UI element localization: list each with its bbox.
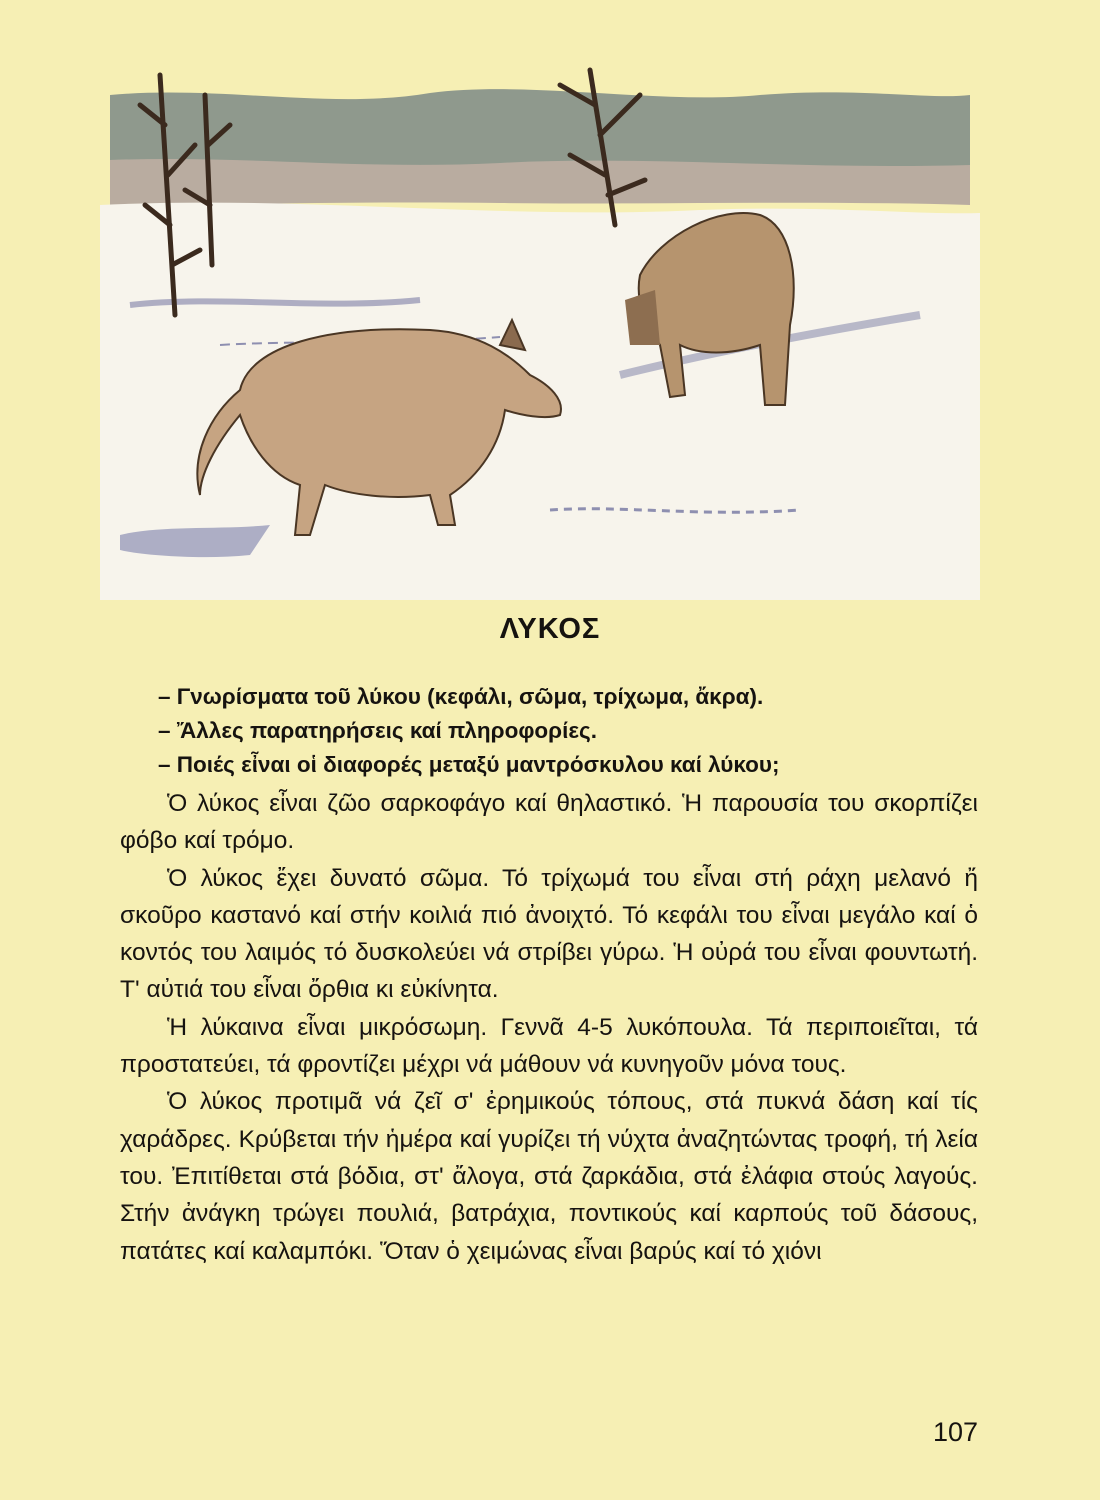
paragraph: Ὁ λύκος ἔχει δυνατό σῶμα. Τό τρίχωμά του εἶναι στή ράχη μελανό ἤ σκοῦρο καστανό καί στήν κοιλιά πιό ἀνοιχτό. Τό κεφάλι του εἶναι μεγάλο καί ὁ κοντός του λαιμός τό δυσκολεύει νά στρίβει γύρω. Ἡ οὐρά του εἶναι φουντωτή. Τ' αὐτιά του εἶναι ὄρθια κι εὐκίνητα. bbox=[120, 864, 978, 1004]
question-list bbox=[158, 680, 978, 782]
body-text bbox=[120, 785, 978, 1270]
page-number: 107 bbox=[932, 1417, 978, 1447]
page-title: ΛΥΚΟΣ bbox=[499, 613, 601, 645]
question-item: – Ἄλλες παρατηρήσεις καί πληροφορίες. bbox=[158, 718, 597, 743]
paragraph: Ὁ λύκος εἶναι ζῶο σαρκοφάγο καί θηλαστικό. Ἡ παρουσία του σκορπίζει φόβο καί τρόμο. bbox=[120, 790, 978, 855]
wolves-in-snow-picture bbox=[100, 55, 980, 600]
question-item: – Ποιές εἶναι οἱ διαφορές μεταξύ μαντρόσκυλου καί λύκου; bbox=[158, 752, 780, 777]
paragraph: Ἡ λύκαινα εἶναι μικρόσωμη. Γεννᾶ 4-5 λυκόπουλα. Τά περιποιεῖται, τά προστατεύει, τά φροντίζει μέχρι νά μάθουν νά κυνηγοῦν μόνα τους. bbox=[120, 1013, 978, 1079]
wolves-illustration bbox=[100, 55, 980, 600]
question-item: – Γνωρίσματα τοῦ λύκου (κεφάλι, σῶμα, τρίχωμα, ἄκρα). bbox=[158, 684, 764, 709]
paragraph: Ὁ λύκος προτιμᾶ νά ζεῖ σ' ἐρημικούς τόπους, στά πυκνά δάση καί τίς χαράδρες. Κρύβεται τήν ἡμέρα καί γυρίζει τή νύχτα ἀναζητώντας τροφή, τή λεία του. Ἐπιτίθεται στά βόδια, στ' ἄλογα, στά ζαρκάδια, στά ἐλάφια στούς λαγούς. Στήν ἀνάγκη τρώγει πουλιά, βατράχια, ποντικούς καί καρπούς τοῦ δάσους, πατάτες καί καλαμπόκι. Ὅταν ὁ χειμώνας εἶναι βαρύς καί τό χιόνι bbox=[120, 1088, 978, 1265]
